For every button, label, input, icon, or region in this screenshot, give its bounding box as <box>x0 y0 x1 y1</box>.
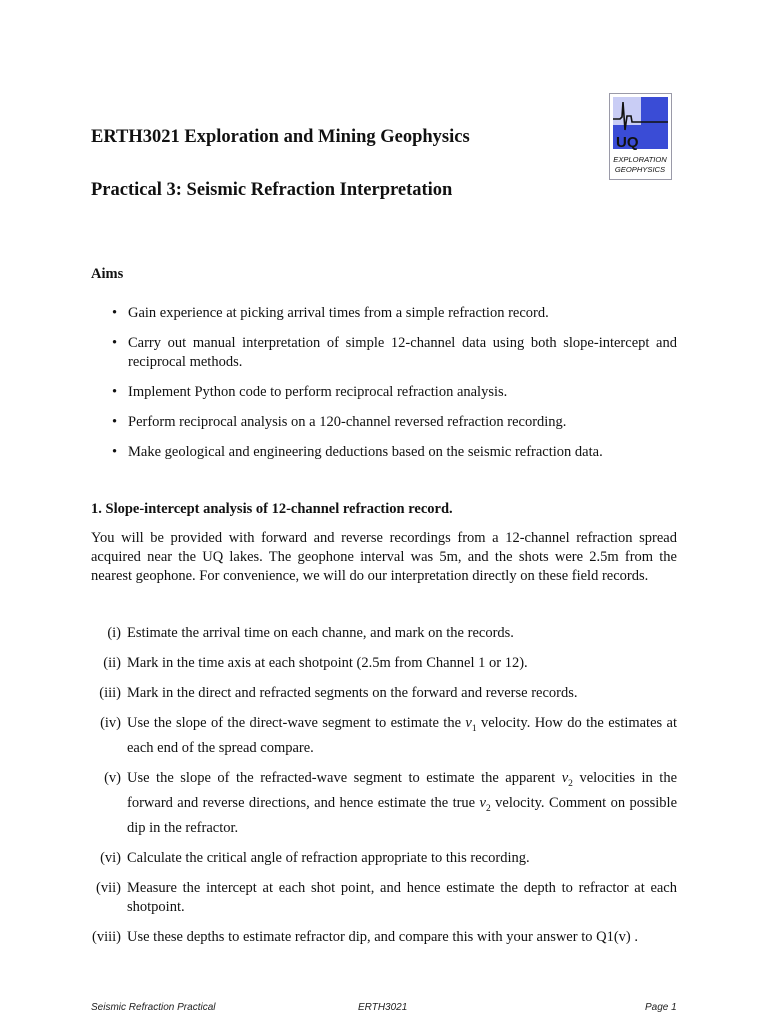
bullet-icon: • <box>112 414 118 430</box>
aims-list <box>111 304 677 473</box>
list-item: • Gain experience at picking arrival times from a simple refraction record. <box>112 305 549 321</box>
uq-exploration-geophysics-logo <box>609 93 672 180</box>
list-item: • Perform reciprocal analysis on a 120-channel reversed refraction recording. <box>112 414 567 430</box>
question-item: (vi) Calculate the critical angle of refraction appropriate to this recording. <box>100 849 530 866</box>
bullet-icon: • <box>112 305 118 321</box>
question-item: (vii) Measure the intercept at each shot point, and hence estimate the depth to refractor at each shotpoint. <box>96 879 677 915</box>
svg-text:UQ: UQ <box>616 134 639 151</box>
question-item: (v) Use the slope of the refracted-wave segment to estimate the apparent $v_2$ velocities in the forward and reverse directions, and hence estimate the true $v_2$ velocity. Comment on possible dip in the refractor. <box>104 769 678 836</box>
footer-page-number: Page 1 <box>645 1002 677 1013</box>
practical-title: Practical 3: Seismic Refraction Interpretation <box>91 180 453 200</box>
bullet-icon: • <box>112 444 118 460</box>
list-item: • Implement Python code to perform reciprocal refraction analysis. <box>112 384 508 400</box>
footer-center: ERTH3021 <box>358 1002 408 1013</box>
bullet-icon: • <box>112 335 118 351</box>
velocity-symbol: $v_2$ <box>561 769 573 789</box>
section-intro-paragraph: You will be provided with forward and reverse recordings from a 12-channel refraction spread acquired near the UQ lakes. The geophone interval was 5m, and the shots were 2.5m from the nearest geophone. For convenience, we will do our interpretation directly on these field records. <box>91 530 677 584</box>
footer-left: Seismic Refraction Practical <box>91 1002 216 1013</box>
velocity-symbol: $v_1$ <box>465 715 477 734</box>
bullet-icon: • <box>112 384 118 400</box>
question-item: (viii) Use these depths to estimate refractor dip, and compare this with your answer to Q1(v) . <box>92 928 638 945</box>
velocity-symbol: $v_2$ <box>479 794 491 814</box>
list-item: • Make geological and engineering deductions based on the seismic refraction data. <box>112 444 603 460</box>
course-title: ERTH3021 Exploration and Mining Geophysics <box>91 127 470 147</box>
list-item: • Carry out manual interpretation of simple 12-channel data using both slope-intercept and reciprocal methods. <box>112 335 677 370</box>
question-list <box>80 624 677 958</box>
question-item: (ii) Mark in the time axis at each shotpoint (2.5m from Channel 1 or 12). <box>103 655 528 671</box>
svg-text:EXPLORATION: EXPLORATION <box>613 155 667 164</box>
section-heading: 1. Slope-intercept analysis of 12-channel refraction record. <box>91 501 453 517</box>
question-item: (iv) Use the slope of the direct-wave segment to estimate the $v_1$ velocity. How do the estimates at each end of the spread compare. <box>100 715 677 756</box>
question-item: (iii) Mark in the direct and refracted segments on the forward and reverse records. <box>99 685 578 701</box>
question-item: (i) Estimate the arrival time on each channe, and mark on the records. <box>107 625 514 641</box>
aims-heading: Aims <box>91 266 124 282</box>
svg-text:GEOPHYSICS: GEOPHYSICS <box>614 165 666 174</box>
